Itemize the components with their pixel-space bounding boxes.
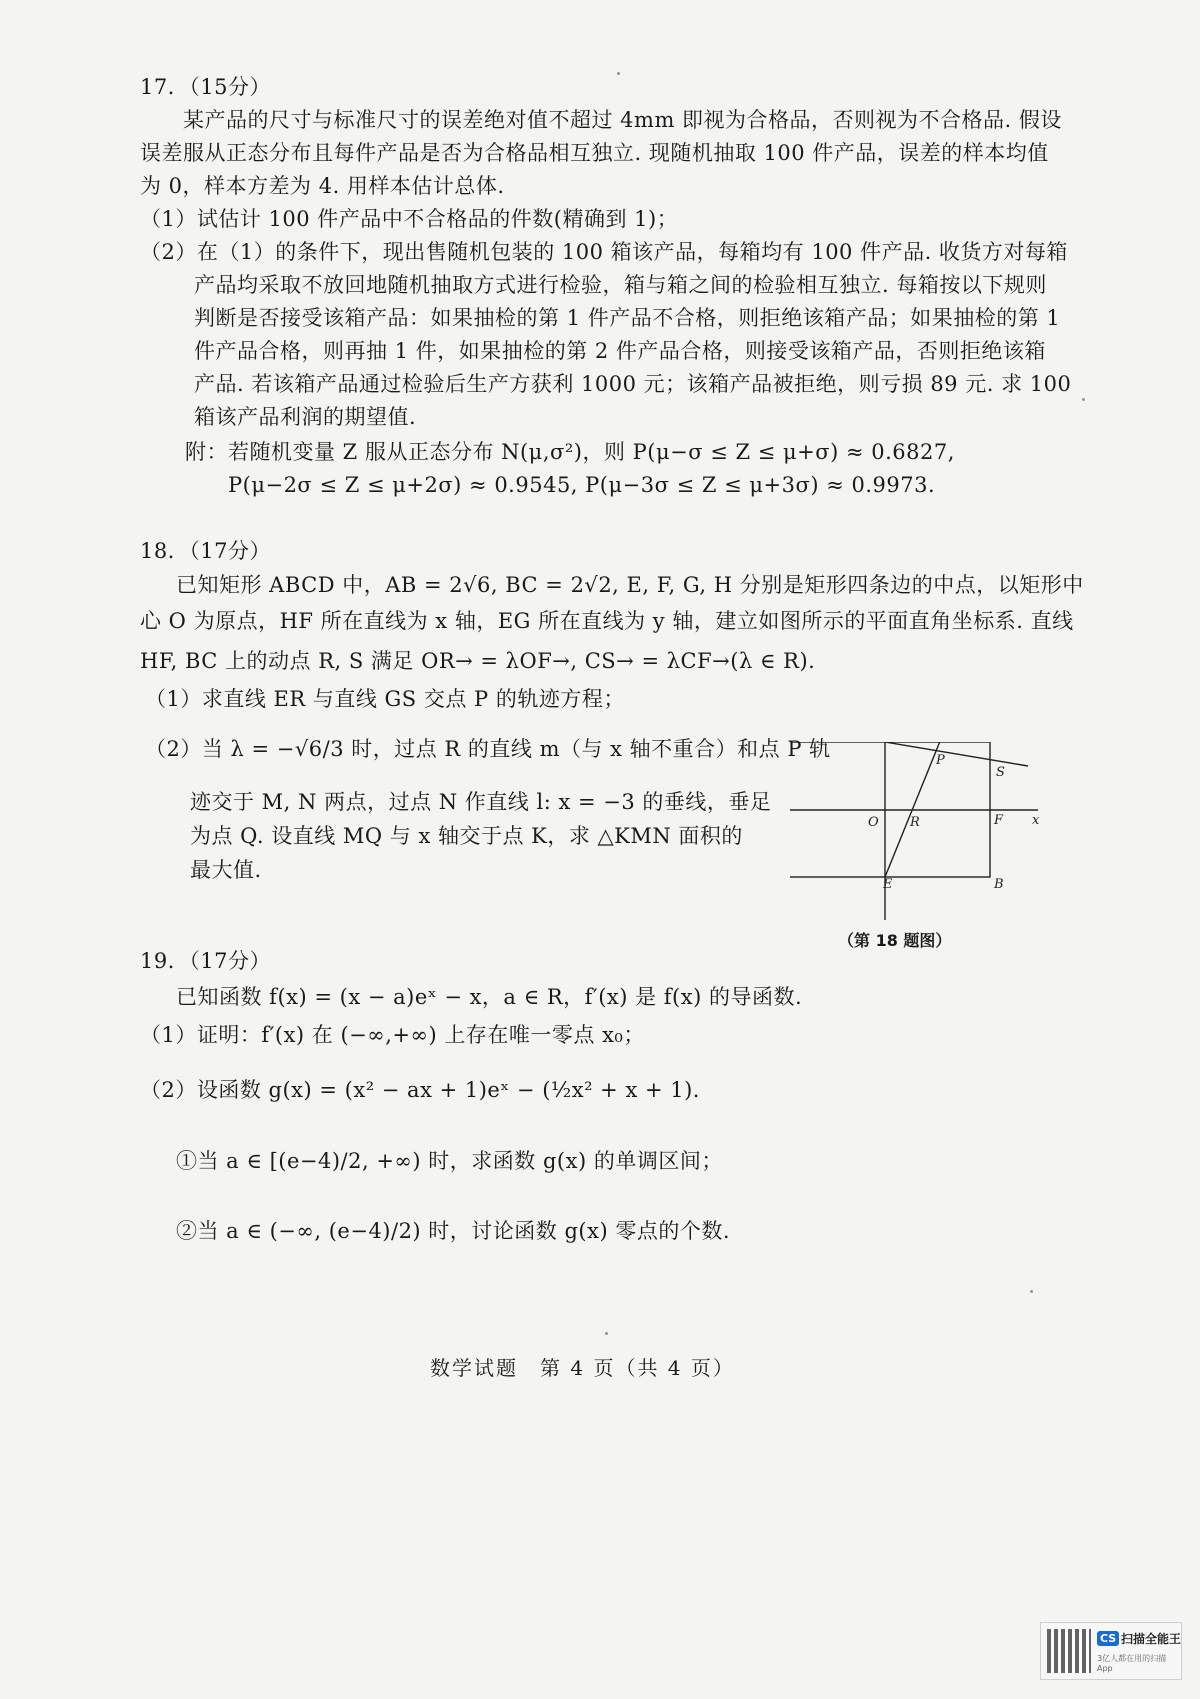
- q18-part1: （1）求直线 ER 与直线 GS 交点 P 的轨迹方程；: [145, 687, 625, 711]
- scan-speck: [617, 72, 620, 75]
- cs-logo: CS: [1097, 1631, 1119, 1646]
- q18-figure-caption: （第 18 题图）: [838, 931, 952, 950]
- q17-part1: （1）试估计 100 件产品中不合格品的件数(精确到 1)；: [140, 207, 679, 231]
- q18-part2-line1: （2）当 λ = −√6/3 时，过点 R 的直线 m（与 x 轴不重合）和点 P 轨: [145, 737, 831, 761]
- q18-part2-line4: 最大值.: [190, 858, 262, 882]
- q17-stem-line1: 某产品的尺寸与标准尺寸的误差绝对值不超过 4mm 即视为合格品，否则视为不合格品. 假设: [183, 108, 1062, 132]
- q19-part2: （2）设函数 g(x) = (x² − ax + 1)eˣ − (½x² + x + 1).: [140, 1078, 700, 1102]
- label-e: E: [883, 877, 893, 892]
- page-footer: 数学试题 第 4 页（共 4 页）: [430, 1356, 735, 1380]
- qr-code-icon: [1047, 1629, 1091, 1673]
- label-x-axis: x: [1032, 813, 1040, 828]
- q19-stem: 已知函数 f(x) = (x − a)eˣ − x，a ∈ R，f′(x) 是 f(x) 的导函数.: [176, 985, 803, 1009]
- scan-speck: [605, 1332, 608, 1335]
- q17-part2-line1: （2）在（1）的条件下，现出售随机包装的 100 箱该产品，每箱均有 100 件产品. 收货方对每箱: [140, 240, 1068, 264]
- q18-header: 18．（17分）: [140, 539, 271, 563]
- label-p: P: [936, 753, 945, 768]
- q17-part2-line3: 判断是否接受该箱产品：如果抽检的第 1 件产品不合格，则拒绝该箱产品；如果抽检的第 1: [194, 306, 1061, 330]
- q17-header: 17．（15分）: [140, 75, 271, 99]
- scan-speck: [1030, 1290, 1033, 1293]
- label-f: F: [994, 813, 1004, 828]
- q18-part2-line3: 为点 Q. 设直线 MQ 与 x 轴交于点 K，求 △KMN 面积的: [190, 824, 743, 848]
- line-gs: [885, 742, 1028, 766]
- q18-stem-line2: 心 O 为原点，HF 所在直线为 x 轴，EG 所在直线为 y 轴，建立如图所示的平面直角坐标系. 直线: [140, 609, 1074, 633]
- scanner-watermark: [1040, 1622, 1182, 1680]
- q17-part2-line2: 产品均采取不放回地随机抽取方式进行检验，箱与箱之间的检验相互独立. 每箱按以下规则: [194, 273, 1047, 297]
- label-g: [874, 742, 884, 743]
- q18-part2-line2: 迹交于 M, N 两点，过点 N 作直线 l: x = −3 的垂线，垂足: [190, 790, 772, 814]
- q17-appendix-line1: 附：若随机变量 Z 服从正态分布 N(μ,σ²)，则 P(μ−σ ≤ Z ≤ μ+σ) ≈ 0.6827,: [185, 440, 955, 464]
- scanner-app-tagline: 3亿人都在用的扫描App: [1097, 1654, 1167, 1673]
- q17-part2-line6: 箱该产品利润的期望值.: [194, 405, 417, 429]
- q18-coordinate-figure: [790, 742, 1050, 932]
- q19-header: 19．（17分）: [140, 949, 271, 973]
- label-s: S: [996, 765, 1005, 780]
- q17-part2-line5: 产品. 若该箱产品通过检验后生产方获利 1000 元；该箱产品被拒绝，则亏损 89 元. 求 100: [194, 372, 1072, 396]
- scan-speck: [1082, 398, 1085, 401]
- q19-subpart2: ②当 a ∈ (−∞, (e−4)/2) 时，讨论函数 g(x) 零点的个数.: [176, 1219, 730, 1243]
- q17-part2-line4: 件产品合格，则再抽 1 件，如果抽检的第 2 件产品合格，则接受该箱产品，否则拒绝该箱: [194, 339, 1046, 363]
- q18-stem-line1: 已知矩形 ABCD 中，AB = 2√6, BC = 2√2, E, F, G, H 分别是矩形四条边的中点，以矩形中: [176, 573, 1084, 597]
- q17-appendix-line2: P(μ−2σ ≤ Z ≤ μ+2σ) ≈ 0.9545, P(μ−3σ ≤ Z ≤ μ+3σ) ≈ 0.9973.: [228, 473, 936, 497]
- q19-subpart1: ①当 a ∈ [(e−4)/2, +∞) 时，求函数 g(x) 的单调区间；: [176, 1149, 723, 1173]
- q19-part1: （1）证明：f′(x) 在 (−∞,+∞) 上存在唯一零点 x₀；: [140, 1023, 645, 1047]
- label-o: O: [868, 815, 879, 830]
- q17-stem-line2: 误差服从正态分布且每件产品是否为合格品相互独立. 现随机抽取 100 件产品，误差的样本均值: [140, 141, 1049, 165]
- scanner-app-name: 扫描全能王: [1121, 1632, 1182, 1646]
- q17-stem-line3: 为 0，样本方差为 4. 用样本估计总体.: [140, 174, 505, 198]
- label-r: R: [910, 815, 920, 830]
- label-b: B: [994, 877, 1004, 892]
- q18-stem-line3: HF, BC 上的动点 R, S 满足 OR→ = λOF→, CS→ = λCF→(λ ∈ R).: [140, 649, 816, 673]
